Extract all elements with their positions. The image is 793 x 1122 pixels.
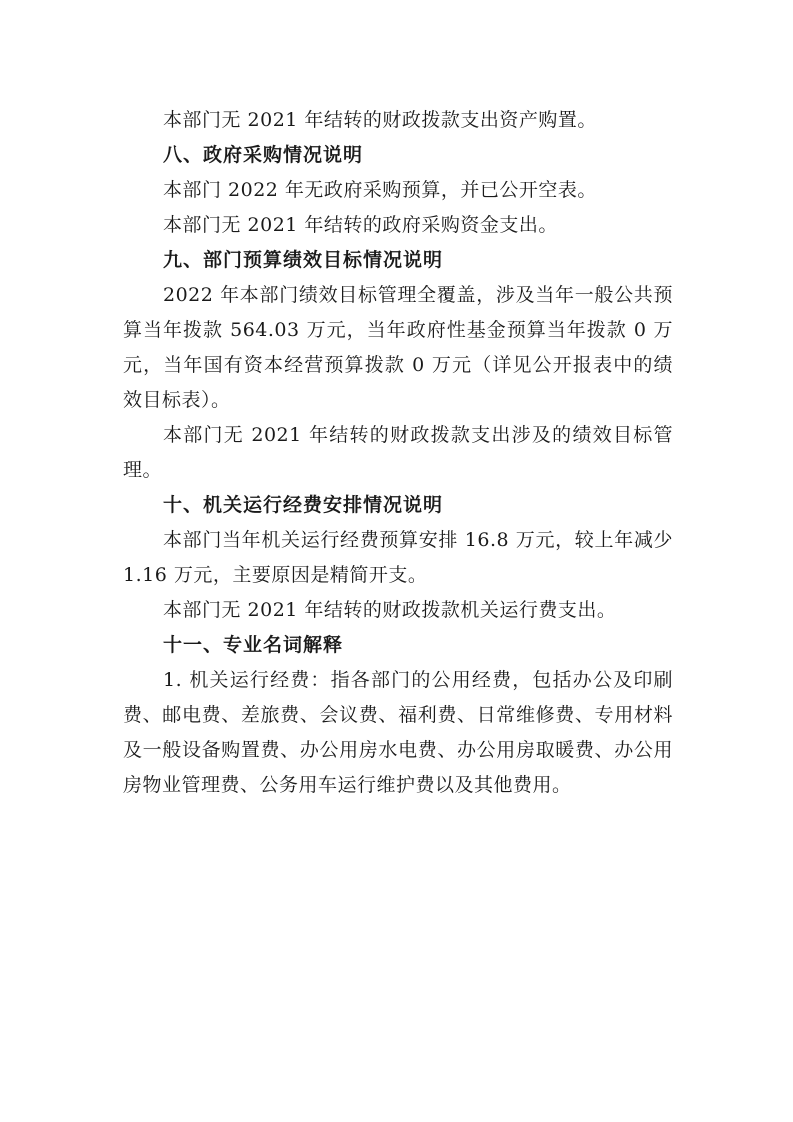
paragraph-performance-coverage: 2022 年本部门绩效目标管理全覆盖，涉及当年一般公共预算当年拨款 564.03 万元，当年政府性基金预算当年拨款 0 万元，当年国有资本经营预算拨款 0 万元（详见公开报表中的绩效目标表）。 — [123, 284, 673, 411]
heading-government-procurement: 八、政府采购情况说明 — [163, 144, 364, 166]
paragraph-operating-budget: 本部门当年机关运行经费预算安排 16.8 万元，较上年减少 1.16 万元，主要原因是精简开支。 — [123, 529, 673, 586]
paragraph-term-definition: 1. 机关运行经费：指各部门的公用经费，包括办公及印刷费、邮电费、差旅费、会议费、福利费、日常维修费、专用材料及一般设备购置费、办公用房水电费、办公用房取暖费、办公用房物业管理费、公务用车运行维护费以及其他费用。 — [123, 669, 673, 796]
heading-performance-goals: 九、部门预算绩效目标情况说明 — [163, 249, 444, 271]
heading-operating-expenses: 十、机关运行经费安排情况说明 — [163, 494, 444, 516]
paragraph-performance-carryover: 本部门无 2021 年结转的财政拨款支出涉及的绩效目标管理。 — [123, 424, 673, 481]
heading-terminology: 十一、专业名词解释 — [163, 634, 344, 656]
paragraph-operating-carryover: 本部门无 2021 年结转的财政拨款机关运行费支出。 — [163, 599, 617, 621]
paragraph-asset-purchase: 本部门无 2021 年结转的财政拨款支出资产购置。 — [163, 109, 597, 131]
paragraph-procurement-carryover: 本部门无 2021 年结转的政府采购资金支出。 — [163, 214, 558, 236]
paragraph-procurement-budget: 本部门 2022 年无政府采购预算，并已公开空表。 — [163, 179, 597, 201]
document-page — [123, 103, 673, 803]
